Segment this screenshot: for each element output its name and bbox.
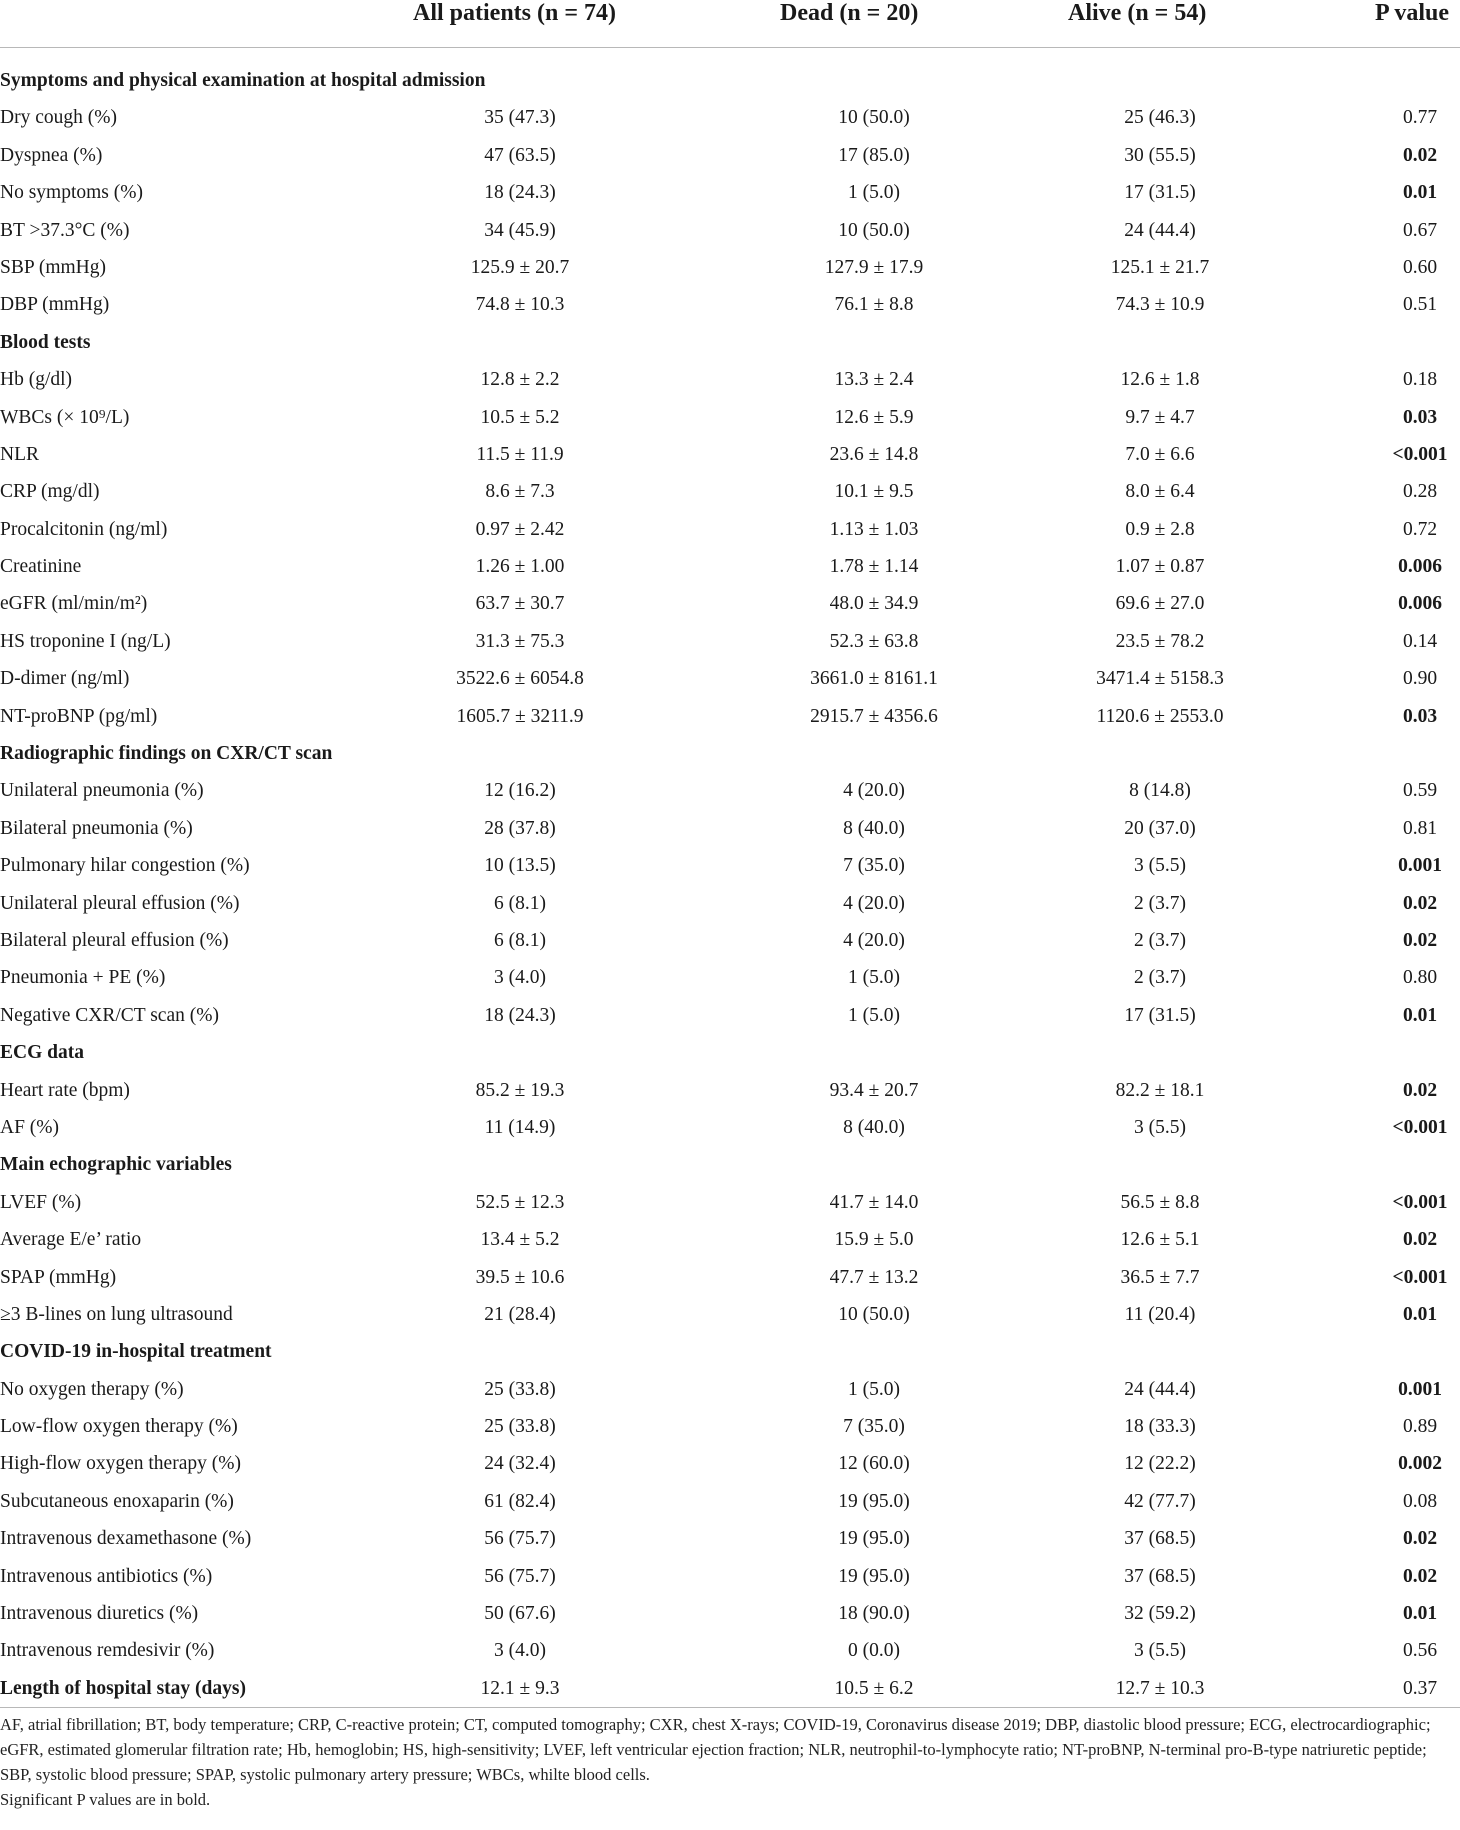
- cell-dead: 18 (90.0): [838, 1603, 910, 1625]
- section-header-row: [0, 1034, 1460, 1071]
- row-label: Unilateral pleural effusion (%): [0, 892, 240, 914]
- cell-all-patients: 3522.6 ± 6054.8: [456, 668, 584, 690]
- cell-alive: 9.7 ± 4.7: [1125, 406, 1195, 428]
- cell-p-value: 0.60: [1402, 256, 1438, 278]
- table-row: [0, 436, 1460, 473]
- cell-p-value: 0.18: [1402, 369, 1438, 391]
- table-row: [0, 361, 1460, 398]
- cell-all-patients: 34 (45.9): [484, 219, 556, 241]
- row-label: NLR: [0, 443, 39, 465]
- cell-alive: 17 (31.5): [1124, 1004, 1196, 1026]
- cell-dead: 41.7 ± 14.0: [829, 1191, 919, 1213]
- table-row: [0, 1483, 1460, 1520]
- table-header: [0, 0, 1460, 48]
- cell-p-value: 0.67: [1402, 219, 1438, 241]
- cell-dead: 1 (5.0): [848, 1004, 900, 1026]
- footnote-significance-note: Significant P values are in bold.: [0, 1790, 211, 1809]
- cell-all-patients: 18 (24.3): [484, 182, 556, 204]
- table-row: [0, 1184, 1460, 1221]
- cell-alive: 1.07 ± 0.87: [1115, 556, 1205, 578]
- cell-dead: 23.6 ± 14.8: [829, 443, 919, 465]
- cell-p-value: 0.89: [1402, 1416, 1438, 1438]
- row-label: AF (%): [0, 1116, 60, 1138]
- cell-alive: 69.6 ± 27.0: [1115, 593, 1205, 615]
- row-label: Low-flow oxygen therapy (%): [0, 1416, 238, 1438]
- cell-p-value: 0.03: [1402, 705, 1438, 727]
- row-label: Dry cough (%): [0, 107, 117, 129]
- cell-p-value: 0.80: [1402, 967, 1438, 989]
- cell-p-value: 0.02: [1402, 1565, 1438, 1587]
- table-row: [0, 585, 1460, 622]
- cell-all-patients: 12 (16.2): [484, 780, 556, 802]
- table-row: [0, 1109, 1460, 1146]
- table-row: [0, 1072, 1460, 1109]
- cell-all-patients: 1.26 ± 1.00: [475, 556, 565, 578]
- cell-alive: 25 (46.3): [1124, 107, 1196, 129]
- cell-alive: 2 (3.7): [1134, 929, 1186, 951]
- cell-p-value: 0.02: [1402, 1229, 1438, 1251]
- row-label: No oxygen therapy (%): [0, 1378, 184, 1400]
- cell-alive: 20 (37.0): [1124, 817, 1196, 839]
- cell-p-value: 0.14: [1402, 630, 1438, 652]
- cell-all-patients: 8.6 ± 7.3: [485, 481, 555, 503]
- table-row: [0, 885, 1460, 922]
- cell-alive: 11 (20.4): [1124, 1303, 1196, 1325]
- cell-alive: 12.7 ± 10.3: [1115, 1677, 1205, 1699]
- row-label: Pulmonary hilar congestion (%): [0, 855, 250, 877]
- cell-dead: 3661.0 ± 8161.1: [810, 668, 938, 690]
- cell-alive: 24 (44.4): [1124, 1378, 1196, 1400]
- table-row: [0, 1371, 1460, 1408]
- cell-alive: 2 (3.7): [1134, 892, 1186, 914]
- row-label: Pneumonia + PE (%): [0, 967, 166, 989]
- table-row: [0, 548, 1460, 585]
- cell-p-value: 0.56: [1402, 1640, 1438, 1662]
- cell-dead: 0 (0.0): [848, 1640, 900, 1662]
- cell-p-value: 0.001: [1398, 1378, 1442, 1400]
- section-title: Blood tests: [0, 331, 91, 353]
- section-title: Radiographic findings on CXR/CT scan: [0, 743, 333, 765]
- cell-p-value: <0.001: [1392, 443, 1448, 465]
- cell-alive: 17 (31.5): [1124, 182, 1196, 204]
- table-row: [0, 810, 1460, 847]
- cell-all-patients: 11 (14.9): [484, 1116, 556, 1138]
- cell-p-value: 0.03: [1402, 406, 1438, 428]
- row-label: Procalcitonin (ng/ml): [0, 518, 168, 540]
- row-label: Hb (g/dl): [0, 369, 73, 391]
- cell-dead: 48.0 ± 34.9: [829, 593, 919, 615]
- cell-alive: 0.9 ± 2.8: [1125, 518, 1195, 540]
- cell-all-patients: 1605.7 ± 3211.9: [456, 705, 584, 727]
- row-label: ≥3 B-lines on lung ultrasound: [0, 1303, 233, 1325]
- cell-p-value: 0.01: [1402, 1603, 1438, 1625]
- cell-alive: 36.5 ± 7.7: [1120, 1266, 1200, 1288]
- cell-p-value: <0.001: [1392, 1116, 1448, 1138]
- cell-all-patients: 13.4 ± 5.2: [480, 1229, 560, 1251]
- header-p-value: P value: [1375, 0, 1450, 26]
- cell-dead: 10.1 ± 9.5: [834, 481, 914, 503]
- section-title: Symptoms and physical examination at hospital admission: [0, 70, 486, 91]
- cell-alive: 12.6 ± 5.1: [1120, 1229, 1200, 1251]
- table-footnote: [0, 1712, 1456, 1812]
- cell-p-value: 0.02: [1402, 929, 1438, 951]
- cell-dead: 1.13 ± 1.03: [829, 518, 919, 540]
- table-row: [0, 623, 1460, 660]
- row-label: LVEF (%): [0, 1191, 82, 1213]
- cell-all-patients: 21 (28.4): [484, 1303, 556, 1325]
- row-label: CRP (mg/dl): [0, 481, 100, 503]
- cell-dead: 19 (95.0): [838, 1528, 910, 1550]
- cell-p-value: 0.28: [1402, 481, 1438, 503]
- cell-dead: 1 (5.0): [848, 1378, 900, 1400]
- table-row: [0, 1221, 1460, 1258]
- section-header-row: [0, 324, 1460, 361]
- cell-p-value: 0.001: [1398, 855, 1442, 877]
- row-label: Subcutaneous enoxaparin (%): [0, 1490, 234, 1512]
- cell-dead: 4 (20.0): [843, 892, 905, 914]
- table-row: [0, 1259, 1460, 1296]
- row-label: Unilateral pneumonia (%): [0, 780, 204, 802]
- cell-alive: 42 (77.7): [1124, 1490, 1196, 1512]
- cell-all-patients: 47 (63.5): [484, 144, 556, 166]
- cell-all-patients: 61 (82.4): [484, 1490, 556, 1512]
- cell-all-patients: 74.8 ± 10.3: [475, 294, 565, 316]
- table-row: [0, 1445, 1460, 1482]
- cell-all-patients: 50 (67.6): [484, 1603, 556, 1625]
- cell-dead: 8 (40.0): [843, 1116, 905, 1138]
- cell-p-value: 0.02: [1402, 1079, 1438, 1101]
- cell-p-value: <0.001: [1392, 1266, 1448, 1288]
- cell-all-patients: 85.2 ± 19.3: [475, 1079, 565, 1101]
- table-row: [0, 959, 1460, 996]
- cell-p-value: 0.02: [1402, 892, 1438, 914]
- cell-dead: 4 (20.0): [843, 929, 905, 951]
- table-row: [0, 137, 1460, 174]
- table-row: [0, 174, 1460, 211]
- table-row: [0, 772, 1460, 809]
- cell-alive: 56.5 ± 8.8: [1120, 1191, 1200, 1213]
- cell-all-patients: 35 (47.3): [484, 107, 556, 129]
- section-header-row: [0, 62, 1460, 99]
- cell-alive: 125.1 ± 21.7: [1110, 256, 1210, 278]
- cell-dead: 1 (5.0): [848, 967, 900, 989]
- cell-dead: 12.6 ± 5.9: [834, 406, 914, 428]
- cell-dead: 8 (40.0): [843, 817, 905, 839]
- cell-alive: 74.3 ± 10.9: [1115, 294, 1205, 316]
- table-row: [0, 473, 1460, 510]
- cell-alive: 23.5 ± 78.2: [1115, 630, 1205, 652]
- table-row: [0, 286, 1460, 323]
- cell-p-value: 0.01: [1402, 1004, 1438, 1026]
- table-row: [0, 511, 1460, 548]
- footnote-abbreviations: AF, atrial fibrillation; BT, body temperature; CRP, C-reactive protein; CT, computed tomography; CXR, chest X-rays; COVID-19, Coronavirus disease 2019; DBP, diastolic blood pressure; ECG, electrocardiographic; eGFR, estimated glomerular filtration rate; Hb, hemoglobin; HS, high-sensitivity; LVEF, left ventricular ejection fraction; NLR, neutrophil-to-lymphocyte ratio; NT-proBNP, N-terminal pro-B-type natriuretic peptide; SBP, systolic blood pressure; SPAP, systolic pulmonary artery pressure; WBCs, whilte blood cells.: [0, 1715, 1431, 1784]
- cell-all-patients: 39.5 ± 10.6: [475, 1266, 565, 1288]
- cell-dead: 127.9 ± 17.9: [824, 256, 924, 278]
- cell-p-value: 0.81: [1402, 817, 1438, 839]
- cell-all-patients: 63.7 ± 30.7: [475, 593, 565, 615]
- table-row: [0, 1296, 1460, 1333]
- table-row: [0, 99, 1460, 136]
- cell-all-patients: 3 (4.0): [494, 1640, 546, 1662]
- table-row: [0, 698, 1460, 735]
- table-bottom-rule: [0, 1707, 1460, 1708]
- row-label: Heart rate (bpm): [0, 1079, 130, 1101]
- cell-all-patients: 52.5 ± 12.3: [475, 1191, 565, 1213]
- header-alive: Alive (n = 54): [1068, 0, 1207, 26]
- cell-dead: 7 (35.0): [843, 855, 905, 877]
- cell-dead: 10 (50.0): [838, 1303, 910, 1325]
- cell-p-value: 0.90: [1402, 668, 1438, 690]
- row-label: BT >37.3°C (%): [0, 219, 130, 241]
- cell-alive: 8 (14.8): [1129, 780, 1191, 802]
- cell-all-patients: 56 (75.7): [484, 1528, 556, 1550]
- cell-all-patients: 6 (8.1): [494, 892, 546, 914]
- row-label: D-dimer (ng/ml): [0, 668, 130, 690]
- cell-p-value: 0.77: [1402, 107, 1438, 129]
- row-label: Bilateral pleural effusion (%): [0, 929, 229, 951]
- cell-alive: 1120.6 ± 2553.0: [1096, 705, 1224, 727]
- cell-alive: 3 (5.5): [1134, 855, 1186, 877]
- cell-dead: 12 (60.0): [838, 1453, 910, 1475]
- row-label: SPAP (mmHg): [0, 1266, 117, 1288]
- row-label: Intravenous antibiotics (%): [0, 1565, 213, 1587]
- cell-alive: 2 (3.7): [1134, 967, 1186, 989]
- row-label: Intravenous remdesivir (%): [0, 1640, 215, 1662]
- cell-dead: 10.5 ± 6.2: [834, 1677, 914, 1699]
- cell-p-value: 0.37: [1402, 1677, 1438, 1699]
- cell-all-patients: 0.97 ± 2.42: [475, 518, 565, 540]
- cell-all-patients: 10.5 ± 5.2: [480, 406, 560, 428]
- cell-alive: 7.0 ± 6.6: [1125, 443, 1195, 465]
- cell-p-value: 0.02: [1402, 1528, 1438, 1550]
- cell-dead: 19 (95.0): [838, 1565, 910, 1587]
- cell-p-value: 0.006: [1398, 593, 1442, 615]
- cell-all-patients: 3 (4.0): [494, 967, 546, 989]
- table-body: [0, 62, 1460, 1707]
- cell-p-value: 0.02: [1402, 144, 1438, 166]
- cell-dead: 13.3 ± 2.4: [834, 369, 914, 391]
- cell-p-value: 0.51: [1402, 294, 1438, 316]
- cell-all-patients: 56 (75.7): [484, 1565, 556, 1587]
- cell-alive: 3 (5.5): [1134, 1116, 1186, 1138]
- cell-dead: 4 (20.0): [843, 780, 905, 802]
- cell-p-value: <0.001: [1392, 1191, 1448, 1213]
- section-header-row: [0, 1333, 1460, 1370]
- cell-dead: 93.4 ± 20.7: [829, 1079, 919, 1101]
- row-label: Dyspnea (%): [0, 144, 103, 166]
- row-label: Intravenous dexamethasone (%): [0, 1528, 252, 1550]
- row-label: No symptoms (%): [0, 182, 143, 204]
- cell-all-patients: 31.3 ± 75.3: [475, 630, 565, 652]
- cell-p-value: 0.002: [1398, 1453, 1442, 1475]
- row-label: Intravenous diuretics (%): [0, 1603, 199, 1625]
- cell-all-patients: 125.9 ± 20.7: [470, 256, 570, 278]
- cell-dead: 76.1 ± 8.8: [834, 294, 914, 316]
- table-row: [0, 1520, 1460, 1557]
- cell-dead: 19 (95.0): [838, 1490, 910, 1512]
- table-row: [0, 997, 1460, 1034]
- cell-dead: 15.9 ± 5.0: [834, 1229, 914, 1251]
- cell-alive: 3471.4 ± 5158.3: [1096, 668, 1224, 690]
- cell-alive: 12.6 ± 1.8: [1120, 369, 1200, 391]
- row-label: Creatinine: [0, 556, 82, 578]
- cell-all-patients: 24 (32.4): [484, 1453, 556, 1475]
- cell-dead: 2915.7 ± 4356.6: [810, 705, 938, 727]
- cell-dead: 10 (50.0): [838, 107, 910, 129]
- header-all-patients: All patients (n = 74): [413, 0, 617, 26]
- section-title: Length of hospital stay (days): [0, 1677, 246, 1699]
- table-row: [0, 249, 1460, 286]
- cell-p-value: 0.59: [1402, 780, 1438, 802]
- cell-alive: 18 (33.3): [1124, 1416, 1196, 1438]
- section-title: COVID-19 in-hospital treatment: [0, 1341, 272, 1363]
- cell-alive: 37 (68.5): [1124, 1528, 1196, 1550]
- cell-all-patients: 10 (13.5): [484, 855, 556, 877]
- section-title: Main echographic variables: [0, 1154, 232, 1176]
- row-label: HS troponine I (ng/L): [0, 630, 171, 652]
- cell-alive: 24 (44.4): [1124, 219, 1196, 241]
- cell-dead: 47.7 ± 13.2: [829, 1266, 919, 1288]
- cell-dead: 1.78 ± 1.14: [829, 556, 919, 578]
- row-label: Negative CXR/CT scan (%): [0, 1004, 219, 1026]
- table-row: [0, 847, 1460, 884]
- cell-alive: 30 (55.5): [1124, 144, 1196, 166]
- table-row: [0, 922, 1460, 959]
- section-header-row: [0, 735, 1460, 772]
- section-header-row: [0, 1670, 1460, 1707]
- cell-all-patients: 25 (33.8): [484, 1416, 556, 1438]
- row-label: NT-proBNP (pg/ml): [0, 705, 158, 727]
- row-label: Average E/e’ ratio: [0, 1229, 142, 1251]
- cell-alive: 82.2 ± 18.1: [1115, 1079, 1205, 1101]
- table-row: [0, 1595, 1460, 1632]
- table-row: [0, 660, 1460, 697]
- cell-all-patients: 11.5 ± 11.9: [476, 443, 564, 465]
- cell-p-value: 0.72: [1402, 518, 1438, 540]
- row-label: WBCs (× 10⁹/L): [0, 406, 130, 428]
- cell-p-value: 0.08: [1402, 1490, 1438, 1512]
- table-row: [0, 1408, 1460, 1445]
- table-row: [0, 399, 1460, 436]
- row-label: High-flow oxygen therapy (%): [0, 1453, 241, 1475]
- table-row: [0, 1632, 1460, 1669]
- section-title: ECG data: [0, 1042, 84, 1064]
- cell-all-patients: 18 (24.3): [484, 1004, 556, 1026]
- cell-dead: 52.3 ± 63.8: [829, 630, 919, 652]
- cell-alive: 8.0 ± 6.4: [1125, 481, 1195, 503]
- cell-p-value: 0.01: [1402, 1303, 1438, 1325]
- cell-p-value: 0.01: [1402, 182, 1438, 204]
- section-header-row: [0, 1146, 1460, 1183]
- cell-all-patients: 28 (37.8): [484, 817, 556, 839]
- header-dead: Dead (n = 20): [780, 0, 919, 26]
- row-label: Bilateral pneumonia (%): [0, 817, 193, 839]
- cell-dead: 17 (85.0): [838, 144, 910, 166]
- cell-alive: 3 (5.5): [1134, 1640, 1186, 1662]
- cell-all-patients: 12.8 ± 2.2: [480, 369, 560, 391]
- cell-alive: 12 (22.2): [1124, 1453, 1196, 1475]
- cell-p-value: 0.006: [1398, 556, 1442, 578]
- cell-all-patients: 12.1 ± 9.3: [480, 1677, 560, 1699]
- cell-alive: 32 (59.2): [1124, 1603, 1196, 1625]
- row-label: SBP (mmHg): [0, 256, 107, 278]
- cell-dead: 1 (5.0): [848, 182, 900, 204]
- row-label: DBP (mmHg): [0, 294, 110, 316]
- cell-dead: 10 (50.0): [838, 219, 910, 241]
- cell-all-patients: 25 (33.8): [484, 1378, 556, 1400]
- table-row: [0, 1558, 1460, 1595]
- table-row: [0, 212, 1460, 249]
- cell-dead: 7 (35.0): [843, 1416, 905, 1438]
- cell-all-patients: 6 (8.1): [494, 929, 546, 951]
- cell-alive: 37 (68.5): [1124, 1565, 1196, 1587]
- row-label: eGFR (ml/min/m²): [0, 593, 148, 615]
